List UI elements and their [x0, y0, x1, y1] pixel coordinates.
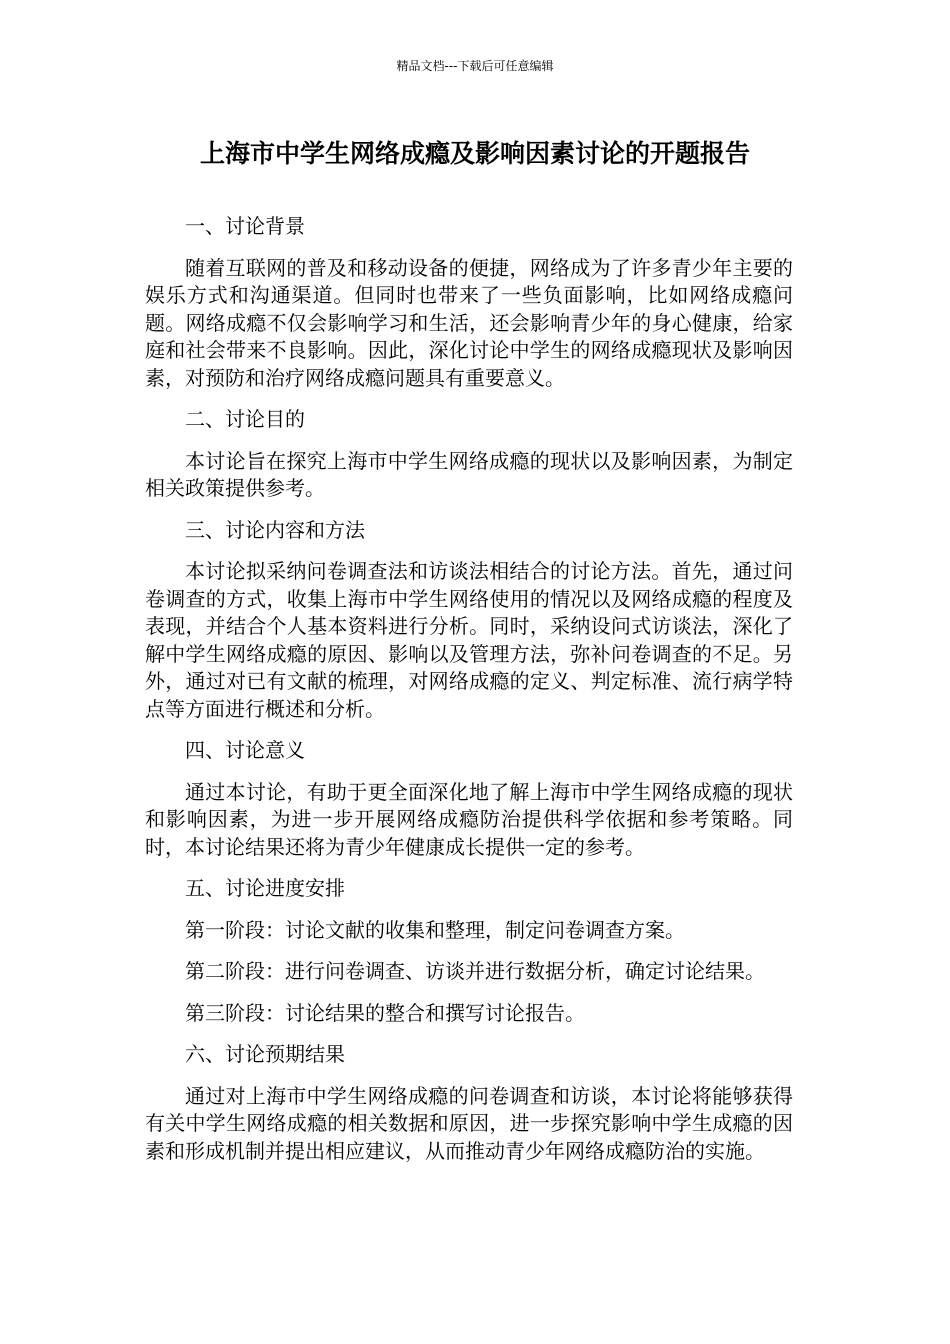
paragraph-significance: 通过本讨论，有助于更全面深化地了解上海市中学生网络成瘾的现状和影响因素，为进一步开展网络成瘾防治提供科学依据和参考策略。同时，本讨论结果还将为青少年健康成长提供一定的参考。 [145, 779, 793, 859]
document-body [145, 213, 793, 1179]
schedule-stage-1: 第一阶段：讨论文献的收集和整理，制定问卷调查方案。 [185, 917, 685, 942]
section-heading-significance: 四、讨论意义 [185, 738, 305, 762]
paragraph-expected-results: 通过对上海市中学生网络成瘾的问卷调查和访谈，本讨论将能够获得有关中学生网络成瘾的相关数据和原因，进一步探究影响中学生成瘾的因素和形成机制并提出相应建议，从而推动青少年网络成瘾防治的实施。 [145, 1083, 793, 1163]
section-heading-background: 一、讨论背景 [185, 214, 305, 238]
schedule-stage-2: 第二阶段：进行问卷调查、访谈并进行数据分析，确定讨论结果。 [185, 959, 765, 983]
paragraph-content-method: 本讨论拟采纳问卷调查法和访谈法相结合的讨论方法。首先，通过问卷调查的方式，收集上海市中学生网络使用的情况以及网络成瘾的程度及表现，并结合个人基本资料进行分析。同时，采纳设问式访谈法，深化了解中学生网络成瘾的原因、影响以及管理方法，弥补问卷调查的不足。另外，通过对已有文献的梳理，对网络成瘾的定义、判定标准、流行病学特点等方面进行概述和分析。 [145, 559, 793, 721]
section-heading-schedule: 五、讨论进度安排 [185, 876, 345, 900]
section-heading-content-method: 三、讨论内容和方法 [185, 517, 365, 542]
section-heading-purpose: 二、讨论目的 [185, 407, 305, 431]
document-title: 上海市中学生网络成瘾及影响因素讨论的开题报告 [199, 139, 750, 168]
schedule-stage-3: 第三阶段：讨论结果的整合和撰写讨论报告。 [185, 1000, 585, 1025]
paragraph-purpose: 本讨论旨在探究上海市中学生网络成瘾的现状以及影响因素，为制定相关政策提供参考。 [145, 448, 793, 500]
paragraph-background: 随着互联网的普及和移动设备的便捷，网络成为了许多青少年主要的娱乐方式和沟通渠道。但同时也带来了一些负面影响，比如网络成瘾问题。网络成瘾不仅会影响学习和生活，还会影响青少年的身心健康，给家庭和社会带来不良影响。因此，深化讨论中学生的网络成瘾现状及影响因素，对预防和治疗网络成瘾问题具有重要意义。 [145, 255, 793, 390]
section-heading-expected-results: 六、讨论预期结果 [185, 1042, 345, 1066]
header-note: 精品文档---下载后可任意编辑 [396, 59, 554, 73]
